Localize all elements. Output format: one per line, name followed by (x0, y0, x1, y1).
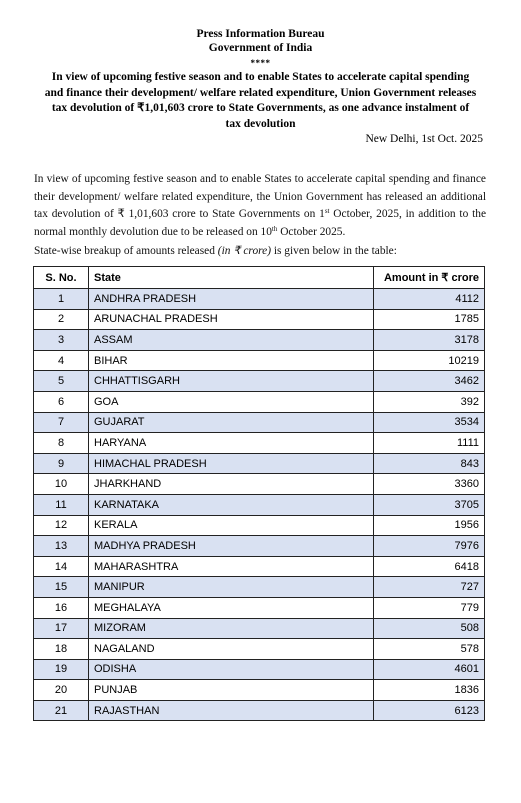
row-sno: 8 (34, 433, 89, 454)
row-amount: 6123 (374, 700, 485, 721)
body-paragraph (34, 171, 486, 241)
row-sno: 1 (34, 289, 89, 310)
row-state: ODISHA (89, 659, 374, 680)
ordinal-suffix: th (271, 224, 278, 233)
row-state: MANIPUR (89, 577, 374, 598)
intro-unit: (in ₹ crore) (217, 245, 271, 257)
row-amount: 3534 (374, 412, 485, 433)
row-state: JHARKHAND (89, 474, 374, 495)
ordinal-suffix: st (324, 207, 330, 216)
header-state: State (89, 267, 374, 289)
row-sno: 15 (34, 577, 89, 598)
row-sno: 9 (34, 453, 89, 474)
row-state: MAHARASHTRA (89, 556, 374, 577)
table-row (34, 639, 485, 660)
row-sno: 3 (34, 330, 89, 351)
table-row (34, 371, 485, 392)
row-sno: 18 (34, 639, 89, 660)
row-state: KERALA (89, 515, 374, 536)
row-state: HARYANA (89, 433, 374, 454)
row-amount: 1785 (374, 309, 485, 330)
header-sno: S. No. (34, 267, 89, 289)
headline-line: tax devolution (225, 117, 296, 130)
table-row (34, 391, 485, 412)
headline-line: In view of upcoming festive season and to enable States to accelerate capital spending (51, 71, 470, 83)
row-sno: 5 (34, 371, 89, 392)
row-sno: 19 (34, 659, 89, 680)
row-state: CHHATTISGARH (89, 371, 374, 392)
row-state: ANDHRA PRADESH (89, 289, 374, 310)
row-amount: 3360 (374, 474, 485, 495)
intro-text: is given below in the table: (271, 245, 397, 257)
table-row (34, 577, 485, 598)
row-state: MIZORAM (89, 618, 374, 639)
row-amount: 779 (374, 597, 485, 618)
row-sno: 2 (34, 309, 89, 330)
row-sno: 7 (34, 412, 89, 433)
table-row (34, 453, 485, 474)
row-amount: 4112 (374, 289, 485, 310)
row-sno: 21 (34, 700, 89, 721)
row-amount: 10219 (374, 350, 485, 371)
headline-line: and finance their development/ welfare related expenditure, Union Government releases (44, 86, 477, 99)
row-sno: 4 (34, 350, 89, 371)
table-row (34, 659, 485, 680)
row-amount: 508 (374, 618, 485, 639)
intro-text: State-wise breakup of amounts released (34, 245, 218, 257)
row-sno: 12 (34, 515, 89, 536)
row-amount: 1956 (374, 515, 485, 536)
row-state: GOA (89, 391, 374, 412)
row-state: GUJARAT (89, 412, 374, 433)
table-row (34, 494, 485, 515)
table-intro (34, 243, 397, 257)
para-text: October, 2025, in addition to the normal monthly devolution due to be released on 10 (34, 208, 487, 238)
row-state: ARUNACHAL PRADESH (89, 309, 374, 330)
table-row (34, 597, 485, 618)
table-row (34, 289, 485, 310)
dateline: New Delhi, 1st Oct. 2025 (365, 133, 483, 145)
row-amount: 3178 (374, 330, 485, 351)
para-text: In view of upcoming festive season and to enable States to accelerate capital spending and finance their development/ welfare related expenditure, the Union Government has released an additional tax devolution of ₹ 1,01,603 crore to State Governments on 1 (34, 173, 486, 221)
row-sno: 6 (34, 391, 89, 412)
table-row (34, 536, 485, 557)
table-body (34, 289, 485, 721)
row-sno: 16 (34, 597, 89, 618)
table-row (34, 556, 485, 577)
row-state: PUNJAB (89, 680, 374, 701)
row-state: NAGALAND (89, 639, 374, 660)
table-row (34, 515, 485, 536)
table-row (34, 474, 485, 495)
state-devolution-table (33, 266, 485, 721)
row-state: RAJASTHAN (89, 700, 374, 721)
table-row (34, 350, 485, 371)
separator: **** (250, 58, 271, 68)
row-amount: 7976 (374, 536, 485, 557)
row-amount: 727 (374, 577, 485, 598)
table-row (34, 433, 485, 454)
row-sno: 20 (34, 680, 89, 701)
row-amount: 3705 (374, 494, 485, 515)
row-state: ASSAM (89, 330, 374, 351)
header-amount: Amount in ₹ crore (374, 267, 485, 289)
org-name: Press Information Bureau (196, 28, 325, 40)
table-row (34, 618, 485, 639)
row-amount: 6418 (374, 556, 485, 577)
row-amount: 578 (374, 639, 485, 660)
row-sno: 14 (34, 556, 89, 577)
row-amount: 392 (374, 391, 485, 412)
row-amount: 3462 (374, 371, 485, 392)
para-text: October 2025. (277, 225, 346, 238)
table-row (34, 330, 485, 351)
row-amount: 843 (374, 453, 485, 474)
row-amount: 1111 (374, 433, 485, 454)
table-row (34, 700, 485, 721)
row-state: HIMACHAL PRADESH (89, 453, 374, 474)
headline-line: tax devolution of ₹1,01,603 crore to State Governments, as one advance instalment of (51, 102, 470, 115)
row-state: BIHAR (89, 350, 374, 371)
row-amount: 4601 (374, 659, 485, 680)
table-header-row (34, 267, 485, 289)
row-sno: 17 (34, 618, 89, 639)
row-sno: 13 (34, 536, 89, 557)
row-state: MADHYA PRADESH (89, 536, 374, 557)
row-sno: 10 (34, 474, 89, 495)
headline (30, 70, 491, 132)
row-state: KARNATAKA (89, 494, 374, 515)
table-row (34, 680, 485, 701)
row-state: MEGHALAYA (89, 597, 374, 618)
row-amount: 1836 (374, 680, 485, 701)
org-government: Government of India (208, 42, 313, 54)
row-sno: 11 (34, 494, 89, 515)
table-row (34, 309, 485, 330)
table-row (34, 412, 485, 433)
